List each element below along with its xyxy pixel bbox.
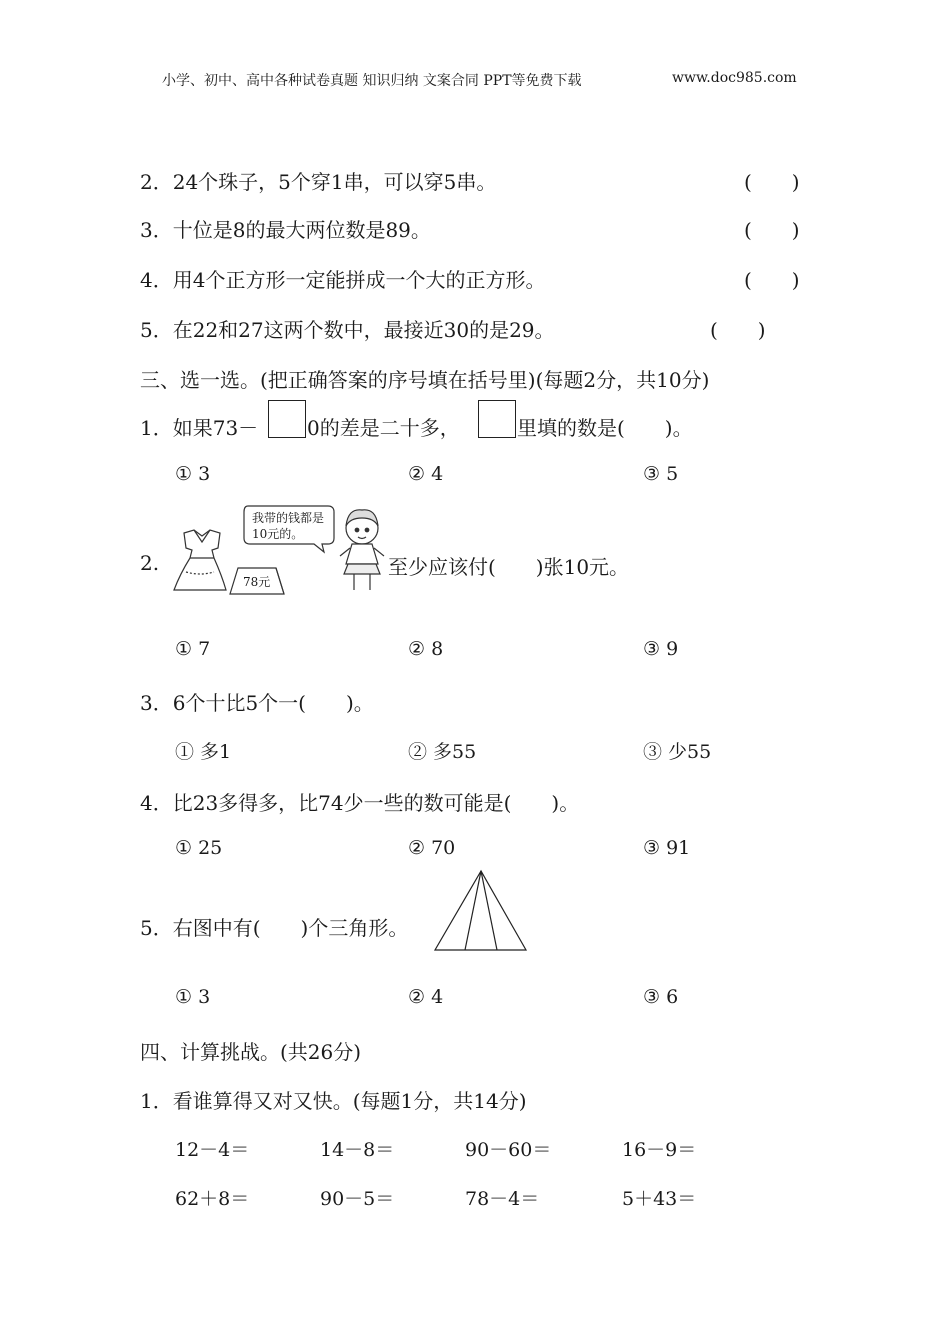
q2-text: 至少应该付( )张10元。 (388, 555, 630, 579)
q1-blank-box-1[interactable] (268, 400, 306, 438)
q3-option-2[interactable]: ② 多55 (408, 741, 477, 763)
judge-item-5-paren[interactable]: ( ) (710, 318, 766, 342)
q1-text-part3: 里填的数是( )。 (517, 416, 693, 440)
q1-text-part2: 0的差是二十多， (307, 416, 460, 440)
q4-option-3[interactable]: ③ 91 (643, 837, 691, 859)
calc-item[interactable]: 62＋8＝ (175, 1188, 250, 1210)
q2-price-label: 78元 (243, 575, 271, 589)
header-website: www.doc985.com (672, 70, 797, 86)
triangle-figure (432, 868, 532, 952)
q2-option-3[interactable]: ③ 9 (643, 638, 679, 660)
q3-option-3[interactable]: ③ 少55 (643, 741, 712, 763)
section-4-title: 四、计算挑战。(共26分) (140, 1040, 362, 1064)
judge-item-4: 4．用4个正方形一定能拼成一个大的正方形。 (140, 268, 546, 292)
calc-item[interactable]: 14－8＝ (320, 1139, 395, 1161)
q5-option-2[interactable]: ② 4 (408, 986, 444, 1008)
section-3-title: 三、选一选。(把正确答案的序号填在括号里)(每题2分，共10分) (140, 368, 710, 392)
q3-option-1[interactable]: ① 多1 (175, 741, 232, 763)
q4-text: 4．比23多得多，比74少一些的数可能是( )。 (140, 791, 580, 815)
judge-item-3: 3．十位是8的最大两位数是89。 (140, 218, 431, 242)
header-left-text: 小学、初中、高中各种试卷真题 知识归纳 文案合同 PPT等免费下载 (162, 73, 582, 89)
q2-option-2[interactable]: ② 8 (408, 638, 444, 660)
judge-item-5: 5．在22和27这两个数中，最接近30的是29。 (140, 318, 555, 342)
q2-option-1[interactable]: ① 7 (175, 638, 211, 660)
judge-item-3-paren[interactable]: ( ) (744, 218, 800, 242)
q1-blank-box-2[interactable] (478, 400, 516, 438)
q2-number: 2. (140, 551, 160, 575)
q2-speech-text: 我带的钱都是10元的。 (252, 511, 325, 541)
dress-icon (174, 530, 226, 590)
calc-item[interactable]: 12－4＝ (175, 1139, 250, 1161)
calc-item[interactable]: 5＋43＝ (622, 1188, 697, 1210)
calc-item[interactable]: 90－5＝ (320, 1188, 395, 1210)
q5-option-1[interactable]: ① 3 (175, 986, 211, 1008)
judge-item-2-paren[interactable]: ( ) (744, 170, 800, 194)
girl-icon (340, 510, 384, 590)
calc-item[interactable]: 90－60＝ (465, 1139, 552, 1161)
q5-option-3[interactable]: ③ 6 (643, 986, 679, 1008)
q1-option-3[interactable]: ③ 5 (643, 463, 679, 485)
q1-option-1[interactable]: ① 3 (175, 463, 211, 485)
q3-text: 3．6个十比5个一( )。 (140, 691, 374, 715)
calc-item[interactable]: 78－4＝ (465, 1188, 540, 1210)
q4-option-2[interactable]: ② 70 (408, 837, 456, 859)
calc-item[interactable]: 16－9＝ (622, 1139, 697, 1161)
section-4-sub1: 1．看谁算得又对又快。(每题1分，共14分) (140, 1089, 527, 1113)
judge-item-2: 2．24个珠子，5个穿1串，可以穿5串。 (140, 170, 497, 194)
q5-text: 5．右图中有( )个三角形。 (140, 916, 409, 940)
judge-item-4-paren[interactable]: ( ) (744, 268, 800, 292)
q4-option-1[interactable]: ① 25 (175, 837, 223, 859)
q1-text-part1: 1．如果73－ (140, 416, 259, 440)
q1-option-2[interactable]: ② 4 (408, 463, 444, 485)
